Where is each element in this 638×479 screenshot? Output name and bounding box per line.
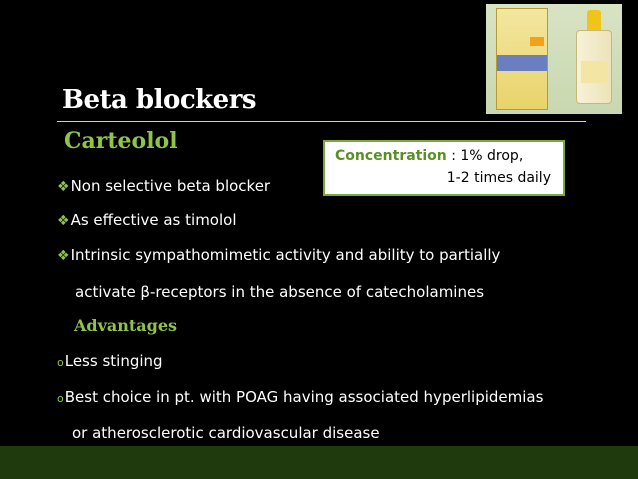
bullet-item: ❖Non selective beta blocker bbox=[57, 177, 271, 195]
diamond-bullet-icon: ❖ bbox=[57, 248, 70, 264]
concentration-value: : 1% drop, bbox=[446, 148, 524, 164]
concentration-frequency: 1-2 times daily bbox=[446, 170, 551, 186]
concentration-box bbox=[323, 140, 565, 196]
bullet-continuation: activate β-receptors in the absence of catecholamines bbox=[75, 283, 485, 301]
slide-title: Beta blockers bbox=[62, 85, 257, 115]
concentration-label: Concentration bbox=[335, 148, 447, 164]
footer-bar bbox=[0, 446, 638, 479]
advantages-heading: Advantages bbox=[74, 316, 178, 335]
advantage-item: oLess stinging bbox=[57, 352, 163, 370]
circle-bullet-icon: o bbox=[57, 356, 64, 369]
product-photo bbox=[486, 4, 622, 114]
bottle-cap-image bbox=[587, 10, 601, 30]
bullet-item: ❖As effective as timolol bbox=[57, 211, 237, 229]
advantage-continuation: or atherosclerotic cardiovascular disease bbox=[72, 424, 380, 442]
advantage-item: oBest choice in pt. with POAG having associated hyperlipidemias bbox=[57, 388, 544, 406]
eye-drop-bottle-image bbox=[576, 30, 612, 104]
bullet-item: ❖Intrinsic sympathomimetic activity and ability to partially bbox=[57, 246, 501, 264]
medicine-box-image bbox=[496, 8, 548, 110]
drug-name: Carteolol bbox=[64, 128, 178, 154]
title-divider bbox=[57, 121, 586, 122]
diamond-bullet-icon: ❖ bbox=[57, 213, 70, 229]
circle-bullet-icon: o bbox=[57, 392, 64, 405]
diamond-bullet-icon: ❖ bbox=[57, 179, 70, 195]
